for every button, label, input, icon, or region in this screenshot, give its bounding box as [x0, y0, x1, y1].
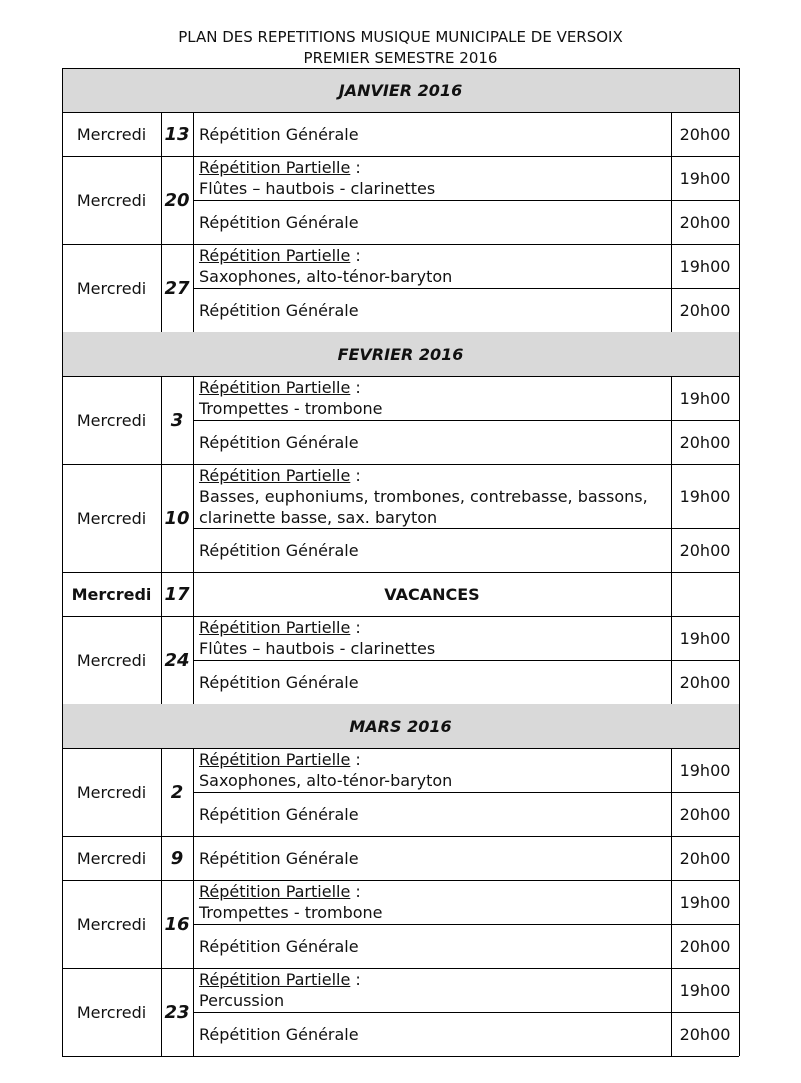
- weekday-cell: Mercredi: [76, 782, 147, 802]
- rehearsal-type-suffix: :: [350, 882, 361, 901]
- rehearsal-type-suffix: :: [350, 378, 361, 397]
- weekday-cell: Mercredi: [76, 914, 147, 934]
- general-rehearsal-cell: [193, 528, 671, 572]
- rehearsal-description: [199, 540, 359, 561]
- time-cell: [671, 572, 739, 616]
- rehearsal-label: Répétition Générale: [199, 540, 359, 560]
- general-rehearsal-cell: [193, 660, 671, 704]
- weekday-cell: Mercredi: [76, 190, 147, 210]
- vacation-label: VACANCES: [384, 584, 480, 604]
- rehearsal-type-label: Répétition Partielle: [199, 158, 351, 177]
- rehearsal-description: [199, 124, 359, 145]
- rehearsal-description: [199, 157, 435, 199]
- column-rule: [193, 156, 194, 244]
- weekday-cell: Mercredi: [76, 848, 147, 868]
- column-rule: [161, 244, 162, 332]
- column-rule: [671, 112, 672, 156]
- rehearsal-label: Répétition Générale: [199, 300, 359, 320]
- date-cell: 16: [164, 913, 190, 935]
- rehearsal-type-suffix: :: [350, 970, 361, 989]
- column-rule: [193, 376, 194, 464]
- time-cell: 20h00: [679, 848, 731, 868]
- date-cell: 3: [170, 409, 184, 431]
- general-rehearsal-cell: [193, 112, 671, 156]
- general-rehearsal-cell: [193, 200, 671, 244]
- month-label: MARS 2016: [349, 716, 452, 736]
- partial-rehearsal-cell: [193, 880, 671, 924]
- rehearsal-type-suffix: :: [350, 158, 361, 177]
- rehearsal-description: [199, 300, 359, 321]
- time-cell: 19h00: [679, 256, 731, 276]
- partial-rehearsal-cell: [193, 748, 671, 792]
- rehearsal-description: [199, 212, 359, 233]
- section-list-line: Trompettes - trombone: [199, 903, 383, 922]
- general-rehearsal-cell: [193, 288, 671, 332]
- column-rule: [671, 748, 672, 836]
- column-rule: [193, 880, 194, 968]
- weekday-cell: Mercredi: [76, 124, 147, 144]
- rehearsal-type-label: Répétition Partielle: [199, 465, 351, 485]
- time-cell: 20h00: [679, 300, 731, 320]
- time-cell: 20h00: [679, 1024, 731, 1044]
- date-cell: 9: [170, 847, 184, 869]
- rehearsal-description: [199, 617, 435, 659]
- rehearsal-description: [199, 1024, 359, 1045]
- date-cell: 10: [164, 507, 190, 529]
- date-cell: 13: [164, 123, 190, 145]
- column-rule: [161, 968, 162, 1056]
- column-rule: [161, 572, 162, 616]
- column-rule: [671, 836, 672, 880]
- rehearsal-label: Répétition Générale: [199, 672, 359, 692]
- column-rule: [671, 244, 672, 332]
- time-cell: 19h00: [679, 892, 731, 912]
- rehearsal-type-label: Répétition Partielle: [199, 378, 351, 397]
- date-cell: 20: [164, 189, 190, 211]
- rehearsal-description: [199, 672, 359, 693]
- rehearsal-label: Répétition Générale: [199, 124, 359, 144]
- column-rule: [161, 464, 162, 572]
- column-rule: [193, 244, 194, 332]
- weekday-cell: Mercredi: [76, 410, 147, 430]
- partial-rehearsal-cell: [193, 376, 671, 420]
- column-rule: [671, 376, 672, 464]
- section-list-line: Flûtes – hautbois - clarinettes: [199, 639, 436, 658]
- weekday-cell: Mercredi: [76, 278, 147, 298]
- row-rule: [62, 68, 739, 69]
- partial-rehearsal-cell: [193, 156, 671, 200]
- section-list-line: Basses, euphoniums, trombones, contrebasse, bassons,: [199, 486, 648, 506]
- section-list-line: Saxophones, alto-ténor-baryton: [199, 771, 453, 790]
- time-cell: 19h00: [679, 760, 731, 780]
- time-cell: 20h00: [679, 124, 731, 144]
- rehearsal-type-suffix: :: [350, 750, 361, 769]
- section-list-line: Saxophones, alto-ténor-baryton: [199, 267, 453, 286]
- rehearsal-type-suffix: :: [350, 618, 361, 637]
- column-rule: [161, 880, 162, 968]
- rehearsal-description: [199, 377, 383, 419]
- partial-rehearsal-cell: [193, 244, 671, 288]
- date-cell: 24: [164, 649, 190, 671]
- rehearsal-description: [199, 245, 452, 287]
- date-cell: 27: [164, 277, 190, 299]
- time-cell: 20h00: [679, 936, 731, 956]
- partial-rehearsal-cell: [193, 968, 671, 1012]
- column-rule: [161, 112, 162, 156]
- rehearsal-description: [199, 848, 359, 869]
- rehearsal-schedule-table: [62, 68, 739, 1050]
- rehearsal-label: Répétition Générale: [199, 936, 359, 956]
- column-rule: [62, 68, 63, 1056]
- weekday-cell: Mercredi: [71, 584, 152, 604]
- general-rehearsal-cell: [193, 792, 671, 836]
- time-cell: 20h00: [679, 804, 731, 824]
- column-rule: [193, 968, 194, 1056]
- column-rule: [671, 156, 672, 244]
- rehearsal-type-label: Répétition Partielle: [199, 750, 351, 769]
- partial-rehearsal-cell: [193, 616, 671, 660]
- rehearsal-type-suffix: :: [350, 246, 361, 265]
- rehearsal-label: Répétition Générale: [199, 848, 359, 868]
- rehearsal-description: [199, 881, 383, 923]
- time-cell: 20h00: [679, 432, 731, 452]
- rehearsal-type-suffix: :: [350, 465, 361, 485]
- column-rule: [193, 748, 194, 836]
- column-rule: [193, 836, 194, 880]
- general-rehearsal-cell: [193, 1012, 671, 1056]
- document-title: PLAN DES REPETITIONS MUSIQUE MUNICIPALE DE VERSOIX: [178, 28, 623, 46]
- column-rule: [193, 112, 194, 156]
- general-rehearsal-cell: [193, 924, 671, 968]
- date-cell: 17: [164, 583, 190, 605]
- column-rule: [671, 464, 672, 572]
- rehearsal-description: [199, 749, 452, 791]
- weekday-cell: Mercredi: [76, 1002, 147, 1022]
- time-cell: 19h00: [679, 628, 731, 648]
- rehearsal-label: Répétition Générale: [199, 432, 359, 452]
- rehearsal-description: [199, 465, 648, 528]
- rehearsal-type-label: Répétition Partielle: [199, 246, 351, 265]
- rehearsal-description: [199, 804, 359, 825]
- weekday-cell: Mercredi: [76, 650, 147, 670]
- time-cell: 19h00: [679, 168, 731, 188]
- rehearsal-description: [199, 969, 361, 1011]
- rehearsal-type-label: Répétition Partielle: [199, 970, 351, 989]
- general-rehearsal-cell: [193, 420, 671, 464]
- section-list-line: clarinette basse, sax. baryton: [199, 507, 438, 527]
- rehearsal-description: [199, 432, 359, 453]
- rehearsal-type-label: Répétition Partielle: [199, 618, 351, 637]
- rehearsal-description: [199, 936, 359, 957]
- column-rule: [671, 572, 672, 616]
- time-cell: 20h00: [679, 540, 731, 560]
- column-rule: [671, 880, 672, 968]
- time-cell: 19h00: [679, 388, 731, 408]
- month-label: JANVIER 2016: [338, 80, 463, 100]
- general-rehearsal-cell: [193, 836, 671, 880]
- column-rule: [161, 748, 162, 836]
- date-cell: 2: [170, 781, 184, 803]
- column-rule: [161, 836, 162, 880]
- partial-rehearsal-cell: [193, 464, 671, 528]
- date-cell: 23: [164, 1001, 190, 1023]
- rehearsal-label: Répétition Générale: [199, 212, 359, 232]
- column-rule: [739, 68, 740, 1056]
- column-rule: [161, 616, 162, 704]
- column-rule: [671, 968, 672, 1056]
- rehearsal-type-label: Répétition Partielle: [199, 882, 351, 901]
- column-rule: [193, 464, 194, 572]
- column-rule: [671, 616, 672, 704]
- section-list-line: Trompettes - trombone: [199, 399, 383, 418]
- column-rule: [161, 156, 162, 244]
- document-subtitle: PREMIER SEMESTRE 2016: [303, 49, 498, 67]
- month-label: FEVRIER 2016: [337, 344, 464, 364]
- column-rule: [193, 572, 194, 616]
- section-list-line: Percussion: [199, 991, 285, 1010]
- time-cell: 19h00: [679, 980, 731, 1000]
- section-list-line: Flûtes – hautbois - clarinettes: [199, 179, 436, 198]
- row-rule: [62, 1056, 739, 1057]
- time-cell: 19h00: [679, 486, 731, 506]
- time-cell: 20h00: [679, 212, 731, 232]
- time-cell: 20h00: [679, 672, 731, 692]
- rehearsal-label: Répétition Générale: [199, 804, 359, 824]
- rehearsal-label: Répétition Générale: [199, 1024, 359, 1044]
- column-rule: [193, 616, 194, 704]
- weekday-cell: Mercredi: [76, 508, 147, 528]
- column-rule: [161, 376, 162, 464]
